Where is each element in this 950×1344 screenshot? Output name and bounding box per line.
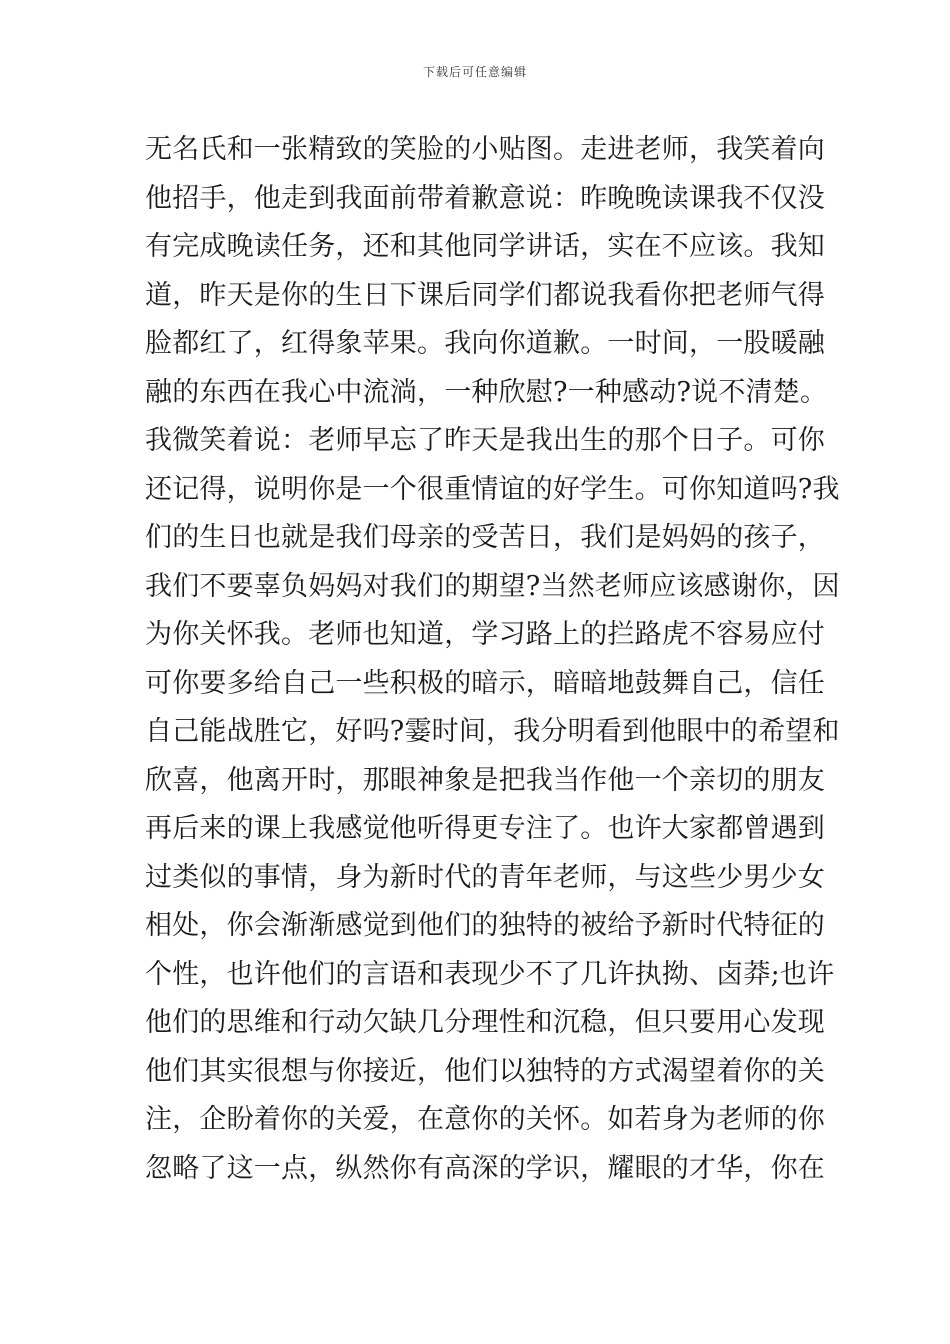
- text-line: 融的东西在我心中流淌，一种欣慰?一种感动?说不清楚。: [145, 376, 828, 408]
- text-line: 脸都红了，红得象苹果。我向你道歉。一时间，一股暖融: [145, 328, 825, 359]
- text-line: 道，昨天是你的生日下课后同学们都说我看你把老师气得: [145, 279, 825, 311]
- text-line: 再后来的课上我感觉他听得更专注了。也许大家都曾遇到: [145, 813, 825, 844]
- text-line: 我们不要辜负妈妈对我们的期望?当然老师应该感谢你，因: [145, 570, 840, 602]
- text-line: 他们其实很想与你接近，他们以独特的方式渴望着你的关: [145, 1055, 825, 1087]
- page-header: 下载后可任意编辑: [422, 65, 527, 79]
- text-line: 相处，你会渐渐感觉到他们的独特的被给予新时代特征的: [145, 910, 825, 941]
- text-line: 有完成晚读任务，还和其他同学讲话，实在不应该。我知: [145, 231, 825, 262]
- text-line: 可你要多给自己一些积极的暗示，暗暗地鼓舞自己，信任: [145, 667, 825, 699]
- text-line: 注，企盼着你的关爱，在意你的关怀。如若身为老师的你: [145, 1104, 825, 1135]
- text-line: 自己能战胜它，好吗?霎时间，我分明看到他眼中的希望和: [145, 716, 840, 747]
- text-line: 过类似的事情，身为新时代的青年老师，与这些少男少女: [145, 861, 825, 893]
- text-line: 为你关怀我。老师也知道，学习路上的拦路虎不容易应付: [145, 619, 825, 650]
- text-line: 他招手，他走到我面前带着歉意说：昨晚晚读课我不仅没: [145, 182, 825, 214]
- text-line: 忽略了这一点，纵然你有高深的学识，耀眼的才华，你在: [145, 1152, 825, 1184]
- text-line: 欣喜，他离开时，那眼神象是把我当作他一个亲切的朋友: [145, 764, 825, 796]
- text-line: 他们的思维和行动欠缺几分理性和沉稳，但只要用心发现: [145, 1007, 825, 1038]
- text-line: 还记得，说明你是一个很重情谊的好学生。可你知道吗?我: [145, 473, 840, 505]
- text-line: 们的生日也就是我们母亲的受苦日，我们是妈妈的孩子，: [145, 522, 825, 553]
- text-line: 个性，也许他们的言语和表现少不了几许执拗、卤莽;也许: [145, 958, 835, 990]
- body-text: [145, 126, 840, 1193]
- text-line: 我微笑着说：老师早忘了昨天是我出生的那个日子。可你: [145, 425, 825, 456]
- text-line: 无名氏和一张精致的笑脸的小贴图。走进老师，我笑着向: [145, 134, 825, 165]
